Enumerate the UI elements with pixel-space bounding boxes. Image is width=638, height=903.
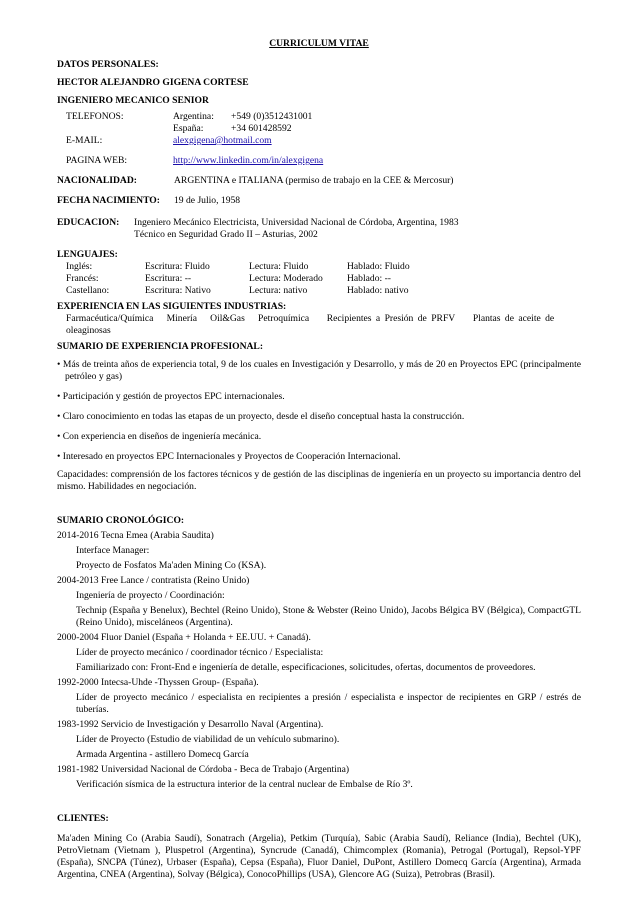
- job-detail: Líder de proyecto mecánico / especialista en recipientes a presión / especialista e inspector de recipientes en GRP / estrés de tuberías.: [76, 692, 581, 715]
- phone-country: Argentina:: [173, 111, 214, 122]
- sumario-bullet: • Participación y gestión de proyectos EPC internacionales.: [57, 391, 285, 402]
- job-heading: 1981-1982 Universidad Nacional de Córdoba - Beca de Trabajo (Argentina): [57, 764, 350, 775]
- industria-item: Recipientes a Presión de PRFV: [326, 313, 456, 324]
- email-label: E-MAIL:: [66, 135, 103, 146]
- fecha-row: [57, 195, 581, 207]
- lang-speaking: Hablado: Fluido: [347, 261, 410, 272]
- email-link[interactable]: alexgigena@hotmail.com: [173, 135, 272, 146]
- lang-row: [66, 285, 581, 297]
- lang-row: [66, 261, 581, 273]
- industria-item: Farmacéutica/Química: [66, 313, 154, 324]
- job-detail: Armada Argentina - astillero Domecq García: [76, 749, 249, 760]
- sumario-bullet: • Claro conocimiento en todas las etapas de un proyecto, desde el diseño conceptual hasta la construcción.: [57, 411, 465, 422]
- industria-item: Petroquímica: [258, 313, 310, 324]
- web-label: PAGINA WEB:: [66, 155, 128, 166]
- nacionalidad-value: ARGENTINA e ITALIANA (permiso de trabajo en la CEE & Mercosur): [174, 175, 454, 186]
- lang-reading: Lectura: Moderado: [249, 273, 323, 284]
- lang-writing: Escritura: Fluido: [145, 261, 210, 272]
- job-detail: Ingeniería de proyecto / Coordinación:: [76, 590, 225, 601]
- job-heading: 2014-2016 Tecna Emea (Arabia Saudita): [57, 530, 214, 541]
- lang-name: Francés:: [66, 273, 99, 284]
- job-heading: 1983-1992 Servicio de Investigación y Desarrollo Naval (Argentina).: [57, 719, 324, 730]
- nacionalidad-row: [57, 175, 581, 187]
- lenguajes-table: [57, 261, 581, 297]
- educacion-lines: [134, 217, 459, 241]
- job-detail: Líder de proyecto mecánico / coordinador técnico / Especialista:: [76, 647, 324, 658]
- clientes-label: CLIENTES:: [57, 813, 109, 824]
- educacion-line: Ingeniero Mecánico Electricista, Universidad Nacional de Córdoba, Argentina, 1983: [134, 217, 459, 228]
- lang-speaking: Hablado: nativo: [347, 285, 409, 296]
- industria-item: Oil&Gas: [210, 313, 245, 324]
- contact-block: [57, 111, 581, 167]
- job-detail: Technip (España y Benelux), Bechtel (Reino Unido), Stone & Webster (Reino Unido), Jacobs Bélgica BV (Bélgica), CompactGTL (Reino Unido), misceláneos (Argentina).: [76, 605, 581, 628]
- phone-row-1: [66, 111, 581, 123]
- educacion-row: [57, 217, 581, 241]
- job-heading: 2000-2004 Fluor Daniel (España + Holanda + EE.UU. + Canadá).: [57, 632, 311, 643]
- lang-name: Inglés:: [66, 261, 93, 272]
- web-link[interactable]: http://www.linkedin.com/in/alexgigena: [173, 155, 324, 166]
- sumario-bullet: • Interesado en proyectos EPC Internacionales y Proyectos de Cooperación Internacional.: [57, 451, 401, 462]
- job-heading: 1992-2000 Intecsa-Uhde -Thyssen Group- (España).: [57, 677, 259, 688]
- phone-row-2: [66, 123, 581, 135]
- lang-writing: Escritura: Nativo: [145, 285, 211, 296]
- sumario-bullet: • Más de treinta años de experiencia total, 9 de los cuales en Investigación y Desarrollo, y más de 20 en Proyectos EPC (principalmente petróleo y gas): [57, 359, 581, 382]
- email-row: [66, 135, 581, 147]
- industrias-list: [57, 313, 581, 337]
- educacion-label: EDUCACION:: [57, 217, 120, 228]
- industria-item: Plantas de aceite de oleaginosas: [66, 313, 555, 336]
- web-row: [66, 155, 581, 167]
- job-detail: Proyecto de Fosfatos Ma'aden Mining Co (KSA).: [76, 560, 267, 571]
- job-detail: Familiarizado con: Front-End e ingeniería de detalle, especificaciones, solicitudes, ofertas, documentos de proveedores.: [76, 662, 536, 673]
- telefonos-label: TELEFONOS:: [66, 111, 124, 122]
- lang-name: Castellano:: [66, 285, 110, 296]
- industrias-label: EXPERIENCIA EN LAS SIGUIENTES INDUSTRIAS:: [57, 301, 287, 312]
- cronologico-label: SUMARIO CRONOLÓGICO:: [57, 515, 185, 526]
- lang-reading: Lectura: nativo: [249, 285, 308, 296]
- fecha-label: FECHA NACIMIENTO:: [57, 195, 160, 206]
- job-detail: Líder de Proyecto (Estudio de viabilidad de un vehículo submarino).: [76, 734, 340, 745]
- profession-title: INGENIERO MECANICO SENIOR: [57, 95, 209, 106]
- lang-reading: Lectura: Fluido: [249, 261, 309, 272]
- job-detail: Interface Manager:: [76, 545, 150, 556]
- job-detail: Verificación sísmica de la estructura interior de la central nuclear de Embalse de Río 3º.: [76, 779, 413, 790]
- lang-row: [66, 273, 581, 285]
- capacidades-text: Capacidades: comprensión de los factores técnicos y de gestión de las disciplinas de ingeniería en un proyecto su importancia dentro del mismo. Habilidades en negociación.: [57, 469, 581, 492]
- lang-writing: Escritura: --: [145, 273, 192, 284]
- phone-number: +549 (0)3512431001: [231, 111, 313, 122]
- clientes-text: Ma'aden Mining Co (Arabia Saudí), Sonatrach (Argelia), Petkim (Turquía), Sabic (Arabia Saudí), Reliance (India), Bechtel (UK), PetroVietnam (Vietnam ), Pluspetrol (Argentina), Syncrude (Canadá), Chimcomplex (Romania), Petrogal (Portugal), Repsol-YPF (España), SNCPA (Túnez), Urbaser (España), Cepsa (España), Fluor Daniel, DuPont, Astillero Domecq García (Argentina), Armada Argentina, CNEA (Argentina), Solvay (Bélgica), ConocoPhillips (USA), Glencore AG (Suiza), Petrobras (Brasil).: [57, 833, 581, 880]
- phone-number: +34 601428592: [231, 123, 292, 134]
- fecha-value: 19 de Julio, 1958: [174, 195, 241, 206]
- nacionalidad-label: NACIONALIDAD:: [57, 175, 137, 186]
- lang-speaking: Hablado: --: [347, 273, 391, 284]
- datos-heading: DATOS PERSONALES:: [57, 59, 159, 70]
- job-heading: 2004-2013 Free Lance / contratista (Reino Unido): [57, 575, 250, 586]
- cv-page: [57, 38, 581, 881]
- sumario-label: SUMARIO DE EXPERIENCIA PROFESIONAL:: [57, 341, 264, 352]
- document-title: CURRICULUM VITAE: [269, 38, 369, 49]
- lenguajes-label: LENGUAJES:: [57, 249, 118, 260]
- sumario-bullet: • Con experiencia en diseños de ingeniería mecánica.: [57, 431, 262, 442]
- candidate-name: HECTOR ALEJANDRO GIGENA CORTESE: [57, 77, 249, 88]
- phone-country: España:: [173, 123, 204, 134]
- educacion-line: Técnico en Seguridad Grado II – Asturias, 2002: [134, 229, 318, 240]
- industria-item: Minería: [166, 313, 197, 324]
